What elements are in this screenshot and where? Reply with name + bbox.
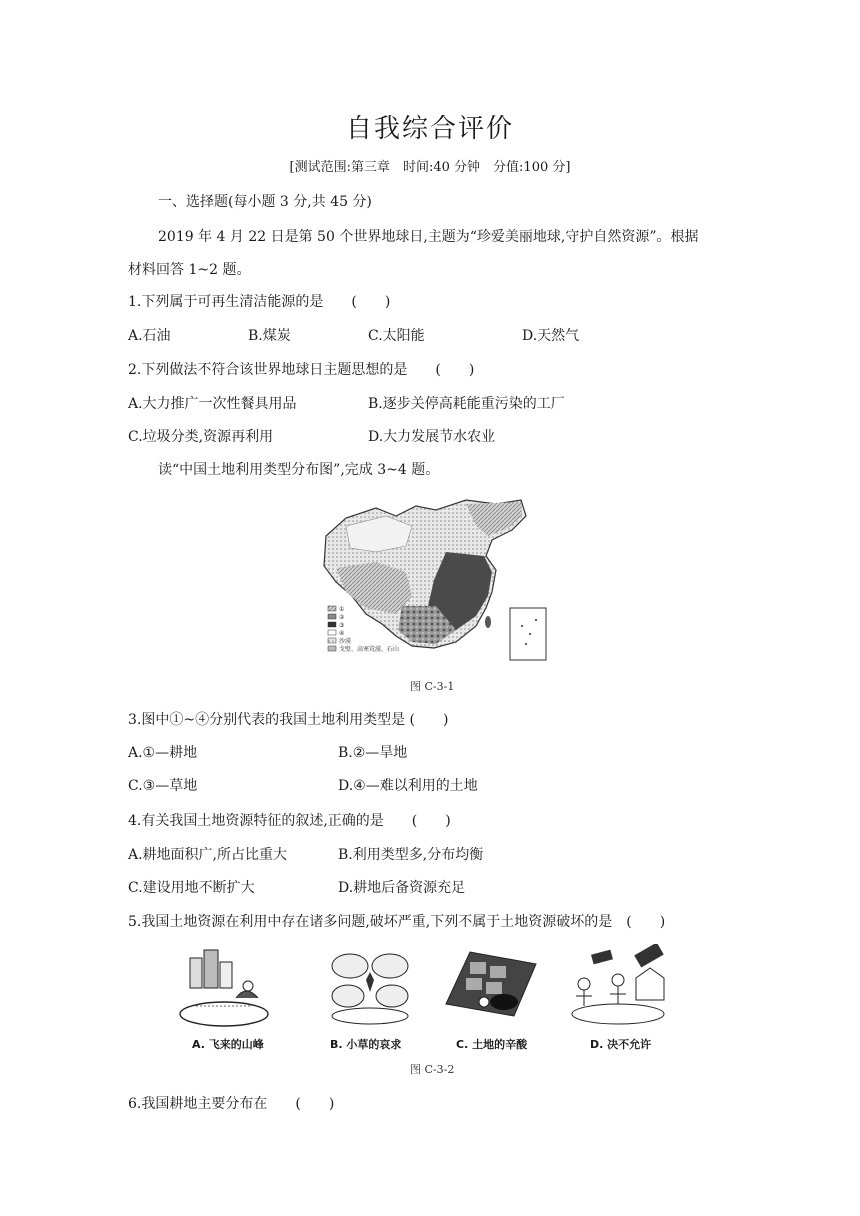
legend-label-barren: 戈壁、高寒荒漠、石山 [339, 646, 400, 653]
cartoon-b-label: B. 小草的哀求 [330, 1038, 402, 1051]
legend-label-3: ③ [339, 622, 345, 629]
q2-option-a: A.大力推广一次性餐具用品 [128, 396, 297, 412]
question-4-stem: 4.有关我国土地资源特征的叙述,正确的是 ( ) [128, 813, 451, 829]
question-2-stem: 2.下列做法不符合该世界地球日主题思想的是 ( ) [128, 362, 475, 378]
q4-option-c: C.建设用地不断扩大 [128, 880, 255, 896]
intro-text-map: 读“中国土地利用类型分布图”,完成 3~4 题。 [158, 462, 440, 478]
q2-option-c: C.垃圾分类,资源再利用 [128, 429, 274, 445]
cartoon-d-image [566, 944, 670, 1028]
legend-label-2: ② [339, 614, 345, 621]
q3-option-c: C.③—草地 [128, 778, 198, 794]
q3-option-b: B.②—旱地 [338, 745, 408, 761]
q1-option-d: D.天然气 [522, 328, 580, 344]
china-land-use-map [316, 496, 552, 664]
cartoon-c-label: C. 土地的辛酸 [456, 1038, 528, 1051]
q1-option-b: B.煤炭 [248, 328, 291, 344]
question-3-stem: 3.图中①~④分别代表的我国土地利用类型是 ( ) [128, 712, 449, 728]
intro-text-1: 2019 年 4 月 22 日是第 50 个世界地球日,主题为“珍爱美丽地球,守护自然资源”。根据 [158, 229, 699, 245]
q4-option-b: B.利用类型多,分布均衡 [338, 847, 484, 863]
q1-option-c: C.太阳能 [368, 328, 425, 344]
cartoon-b-image [322, 944, 418, 1028]
cartoon-a-image [176, 944, 272, 1028]
legend-label-desert: 沙漠 [339, 638, 352, 645]
legend-label-1: ① [339, 606, 345, 613]
cartoon-d-label: D. 决不允许 [590, 1038, 652, 1051]
q2-option-b: B.逐步关停高耗能重污染的工厂 [368, 396, 565, 412]
page-title: 自我综合评价 [345, 114, 514, 144]
cartoon-a-label: A. 飞来的山峰 [192, 1038, 264, 1051]
section-heading: 一、选择题(每小题 3 分,共 45 分) [158, 194, 372, 210]
question-5-stem: 5.我国土地资源在利用中存在诸多问题,破坏严重,下列不属于土地资源破坏的是 ( ) [128, 914, 666, 930]
q4-option-d: D.耕地后备资源充足 [338, 880, 466, 896]
question-1-stem: 1.下列属于可再生清洁能源的是 ( ) [128, 294, 391, 310]
figure-caption-map: 图 C-3-1 [410, 680, 455, 693]
q1-option-a: A.石油 [128, 328, 171, 344]
q4-option-a: A.耕地面积广,所占比重大 [128, 847, 288, 863]
q3-option-a: A.①—耕地 [128, 745, 198, 761]
figure-caption-cartoons: 图 C-3-2 [410, 1063, 455, 1076]
q3-option-d: D.④—难以利用的土地 [338, 778, 478, 794]
intro-text-2: 材料回答 1~2 题。 [128, 262, 251, 278]
cartoon-c-image [440, 944, 540, 1028]
south-sea-inset [510, 608, 546, 660]
test-info: [测试范围:第三章 时间:40 分钟 分值:100 分] [289, 160, 571, 175]
q2-option-d: D.大力发展节水农业 [368, 429, 496, 445]
question-6-stem: 6.我国耕地主要分布在 ( ) [128, 1096, 335, 1112]
legend-label-4: ④ [339, 630, 345, 637]
